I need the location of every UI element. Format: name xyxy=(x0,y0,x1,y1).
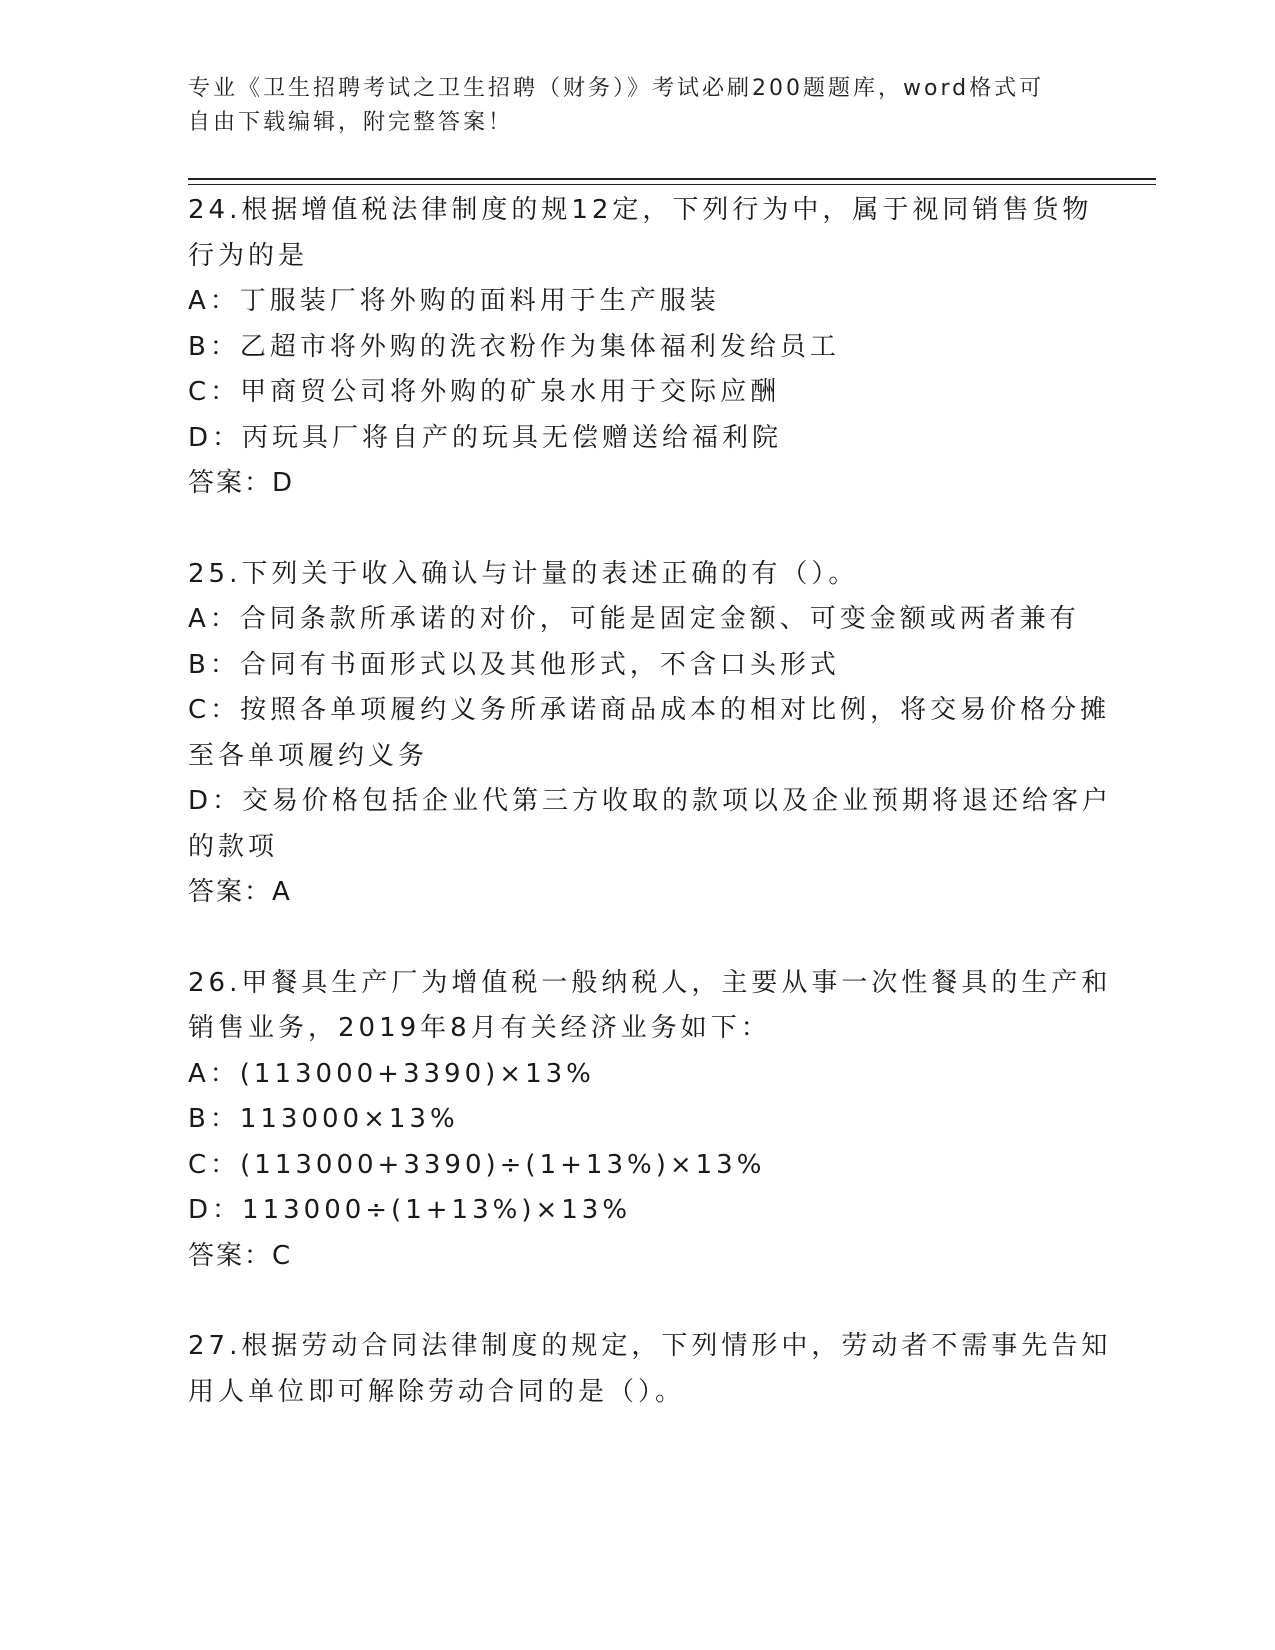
question-stem-line: 25.下列关于收入确认与计量的表述正确的有（）。 xyxy=(188,558,859,589)
option-line: C：甲商贸公司将外购的矿泉水用于交际应酬 xyxy=(188,377,781,407)
option-line: D：113000÷(1+13%)×13% xyxy=(188,1195,632,1225)
option-line: D：交易价格包括企业代第三方收取的款项以及企业预期将退还给客户 xyxy=(188,786,1113,816)
question-block xyxy=(188,552,1113,916)
answer-line: 答案：D xyxy=(188,468,295,498)
header-rule-thick xyxy=(188,178,1156,180)
question-stem-line: 行为的是 xyxy=(188,240,309,271)
answer-line: 答案：C xyxy=(188,1240,293,1271)
option-line: D：丙玩具厂将自产的玩具无偿赠送给福利院 xyxy=(188,422,783,453)
question-block xyxy=(188,1324,1112,1415)
header-rule-thin xyxy=(188,184,1156,185)
option-line: B：合同有书面形式以及其他形式，不含口头形式 xyxy=(188,649,840,680)
question-block xyxy=(188,188,1093,507)
question-list xyxy=(188,188,1113,1415)
question-stem-line: 26.甲餐具生产厂为增值税一般纳税人，主要从事一次性餐具的生产和 xyxy=(188,967,1112,998)
question-stem-line: 27.根据劳动合同法律制度的规定，下列情形中，劳动者不需事先告知 xyxy=(188,1331,1112,1361)
option-line: A：(113000+3390)×13% xyxy=(188,1058,595,1089)
option-line: B：乙超市将外购的洗衣粉作为集体福利发给员工 xyxy=(188,331,840,362)
option-line: 的款项 xyxy=(188,831,279,862)
option-line: C：(113000+3390)÷(1+13%)×13% xyxy=(188,1149,766,1180)
option-line: B：113000×13% xyxy=(188,1104,459,1134)
option-line: 至各单项履约义务 xyxy=(188,740,429,771)
document-header: 专业《卫生招聘考试之卫生招聘（财务）》考试必刷200题题库，word格式可自由下载编辑，附完整答案！ xyxy=(188,76,1045,135)
option-line: C：按照各单项履约义务所承诺商品成本的相对比例，将交易价格分摊 xyxy=(188,695,1111,725)
option-line: A：丁服装厂将外购的面料用于生产服装 xyxy=(188,286,720,316)
question-stem-line: 24.根据增值税法律制度的规12定，下列行为中，属于视同销售货物 xyxy=(188,195,1093,225)
question-stem-line: 销售业务，2019年8月有关经济业务如下： xyxy=(188,1013,771,1043)
option-line: A：合同条款所承诺的对价，可能是固定金额、可变金额或两者兼有 xyxy=(188,604,1080,634)
question-stem-line: 用人单位即可解除劳动合同的是（）。 xyxy=(188,1376,686,1407)
question-block xyxy=(188,961,1112,1280)
answer-line: 答案：A xyxy=(188,877,292,907)
